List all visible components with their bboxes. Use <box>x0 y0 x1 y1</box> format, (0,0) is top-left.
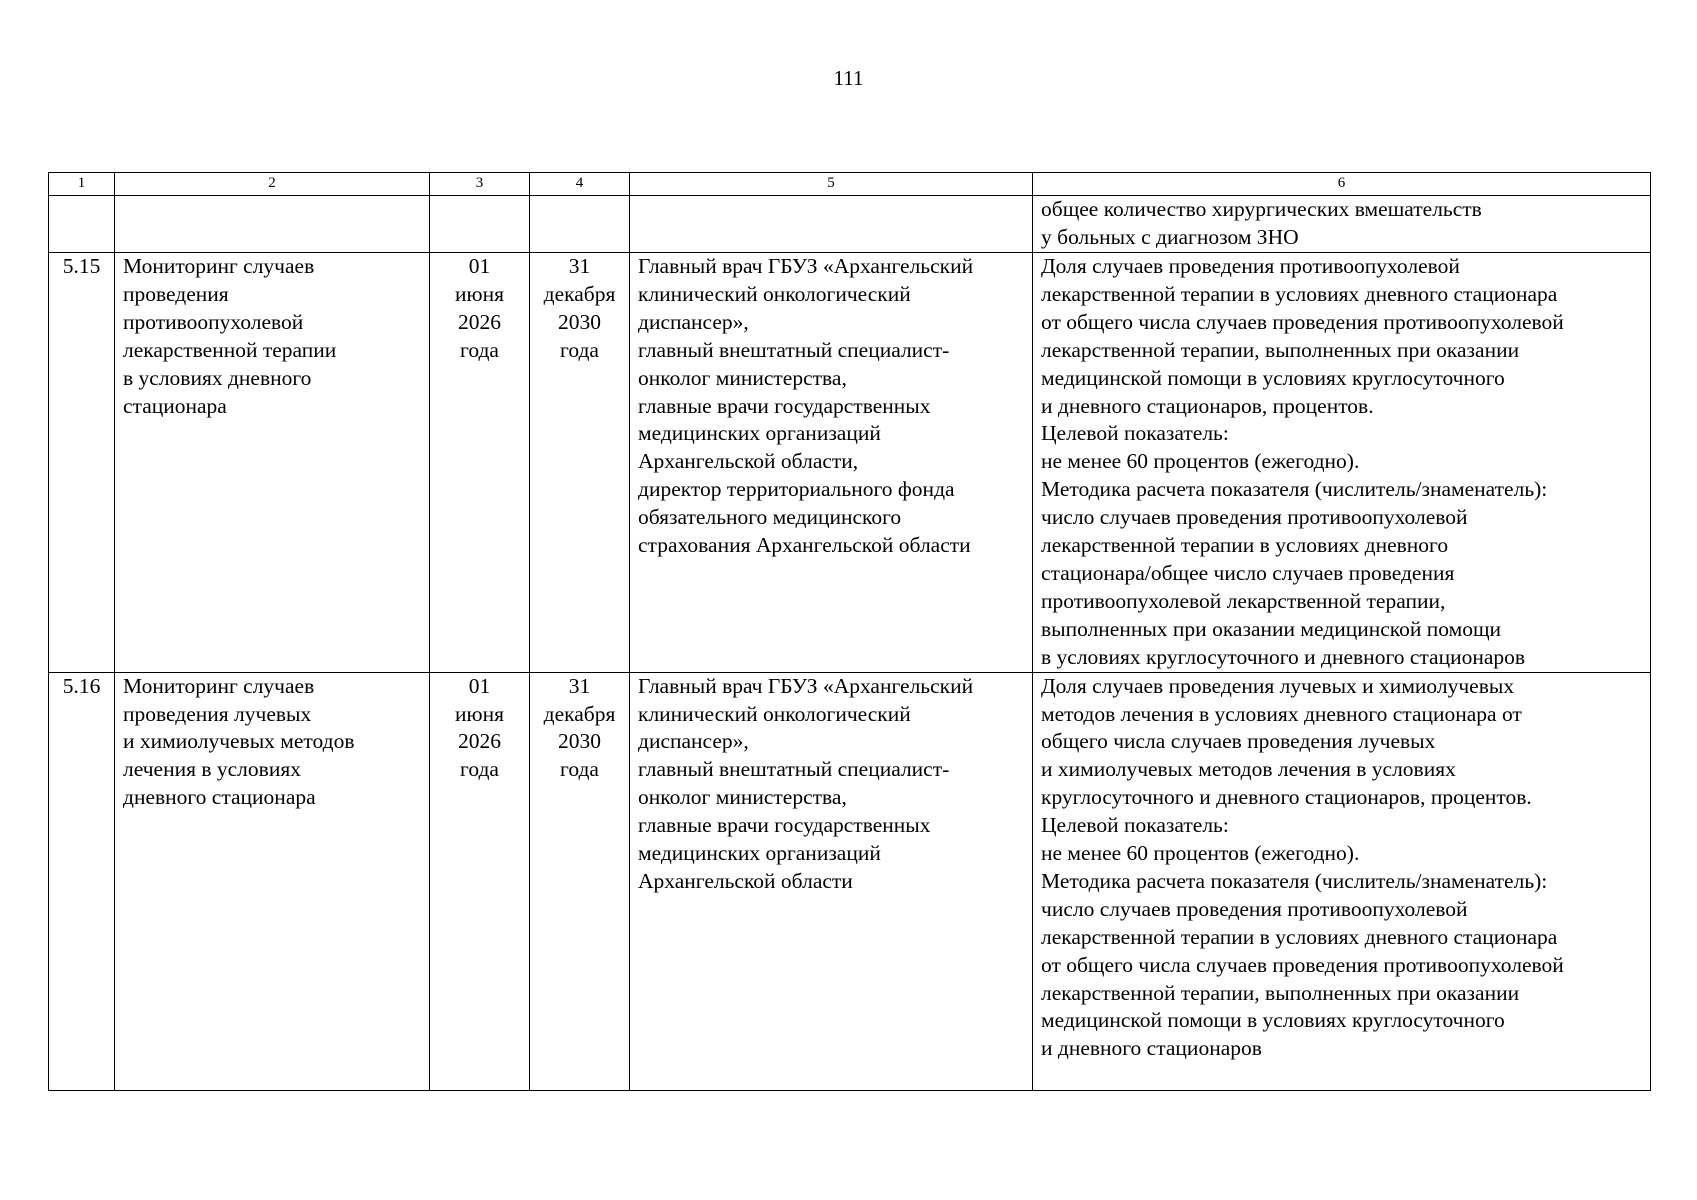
end-date-cell: 31 декабря 2030 года <box>530 253 630 673</box>
column-header-4: 4 <box>530 173 630 196</box>
column-header-5: 5 <box>630 173 1033 196</box>
table-row <box>49 253 1651 673</box>
start-date-cell: 01 июня 2026 года <box>430 672 530 1090</box>
row-number: 5.16 <box>49 672 115 1090</box>
responsible-cell: Главный врач ГБУЗ «Архангельский клинический онкологический диспансер», главный внештатный специалист- онколог министерства, главные врачи государственных медицинских организаций Архангельской области, директор территориального фонда обязательного медицинского страхования Архангельской области <box>630 253 1033 673</box>
measure-cell: Мониторинг случаев проведения противоопухолевой лекарственной терапии в условиях дневного стационара <box>115 253 430 673</box>
measures-table <box>48 172 1651 1091</box>
column-header-2: 2 <box>115 173 430 196</box>
empty-cell <box>430 196 530 253</box>
column-header-row <box>49 173 1651 196</box>
table-row <box>49 672 1651 1090</box>
indicator-cell: Доля случаев проведения лучевых и химиолучевых методов лечения в условиях дневного стационара от общего числа случаев проведения лучевых и химиолучевых методов лечения в условиях круглосуточного и дневного стационаров, процентов. Целевой показатель: не менее 60 процентов (ежегодно). Методика расчета показателя (числитель/знаменатель): число случаев проведения противоопухолевой лекарственной терапии в условиях дневного стационара от общего числа случаев проведения противоопухолевой лекарственной терапии, выполненных при оказании медицинской помощи в условиях круглосуточного и дневного стационаров <box>1033 672 1651 1090</box>
table-row-continuation <box>49 196 1651 253</box>
measure-cell: Мониторинг случаев проведения лучевых и химиолучевых методов лечения в условиях дневного стационара <box>115 672 430 1090</box>
start-date-cell: 01 июня 2026 года <box>430 253 530 673</box>
responsible-cell: Главный врач ГБУЗ «Архангельский клинический онкологический диспансер», главный внештатный специалист- онколог министерства, главные врачи государственных медицинских организаций Архангельской области <box>630 672 1033 1090</box>
column-header-1: 1 <box>49 173 115 196</box>
empty-cell <box>115 196 430 253</box>
empty-cell <box>530 196 630 253</box>
page-number: 111 <box>833 66 864 90</box>
column-header-6: 6 <box>1033 173 1651 196</box>
empty-cell <box>49 196 115 253</box>
end-date-cell: 31 декабря 2030 года <box>530 672 630 1090</box>
column-header-3: 3 <box>430 173 530 196</box>
indicator-cell: общее количество хирургических вмешательств у больных с диагнозом ЗНО <box>1033 196 1651 253</box>
row-number: 5.15 <box>49 253 115 673</box>
empty-cell <box>630 196 1033 253</box>
indicator-cell: Доля случаев проведения противоопухолевой лекарственной терапии в условиях дневного стационара от общего числа случаев проведения противоопухолевой лекарственной терапии, выполненных при оказании медицинской помощи в условиях круглосуточного и дневного стационаров, процентов. Целевой показатель: не менее 60 процентов (ежегодно). Методика расчета показателя (числитель/знаменатель): число случаев проведения противоопухолевой лекарственной терапии в условиях дневного стационара/общее число случаев проведения противоопухолевой лекарственной терапии, выполненных при оказании медицинской помощи в условиях круглосуточного и дневного стационаров <box>1033 253 1651 673</box>
